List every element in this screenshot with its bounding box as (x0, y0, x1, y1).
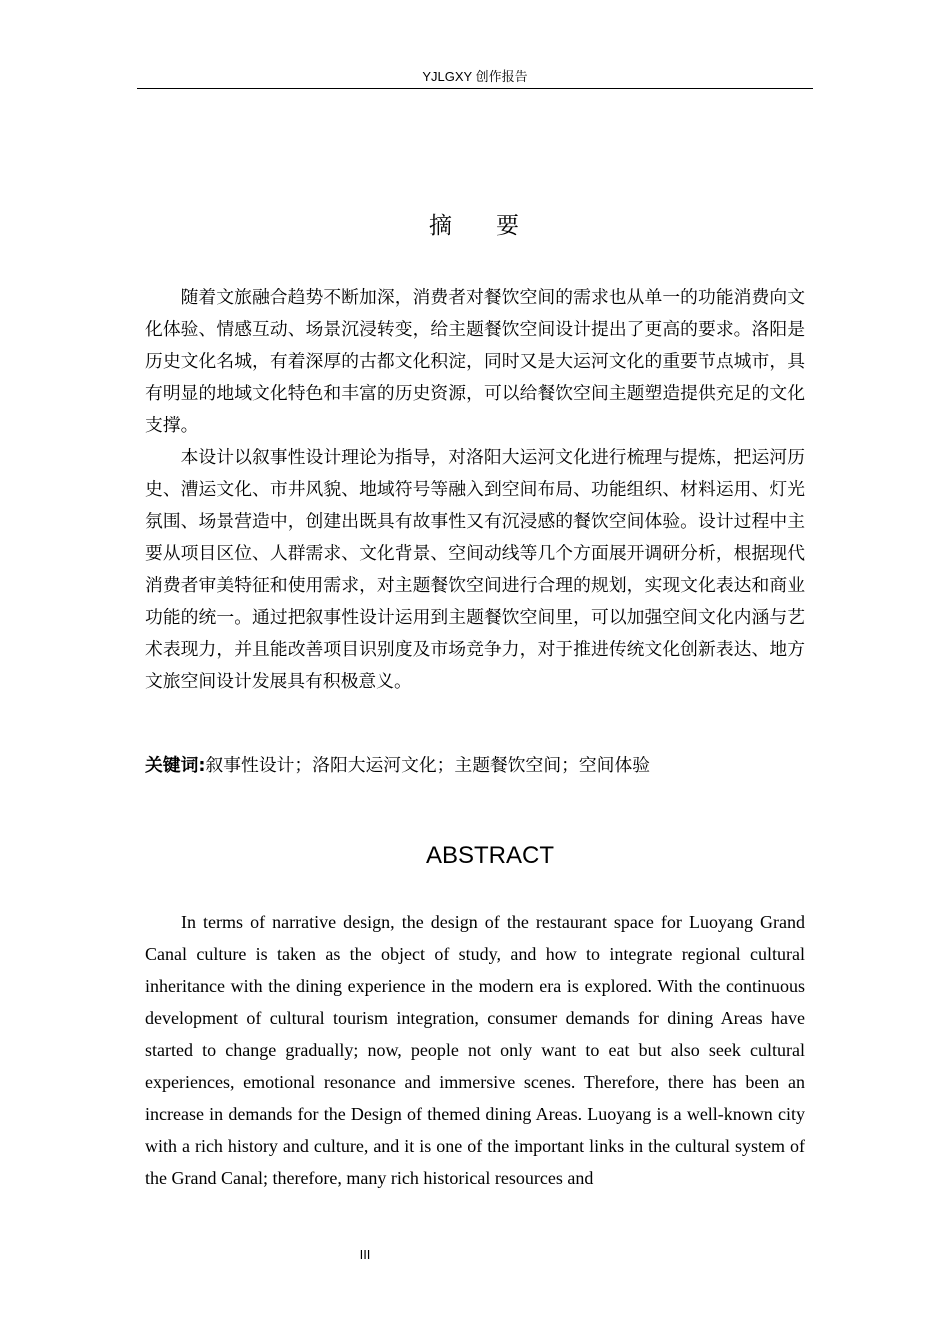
abstract-zh-title-char-2: 要 (496, 213, 521, 239)
header-divider (137, 88, 813, 89)
running-header: YJLGXY 创作报告 (422, 69, 528, 84)
abstract-zh-paragraph-2: 本设计以叙事性设计理论为指导，对洛阳大运河文化进行梳理与提炼，把运河历史、漕运文化、市井风貌、地域符号等融入到空间布局、功能组织、材料运用、灯光氛围、场景营造中，创建出既具有故事性又有沉浸感的餐饮空间体验。设计过程中主要从项目区位、人群需求、文化背景、空间动线等几个方面展开调研分析，根据现代消费者审美特征和使用需求，对主题餐饮空间进行合理的规划，实现文化表达和商业功能的统一。通过把叙事性设计运用到主题餐饮空间里，可以加强空间文化内涵与艺术表现力，并且能改善项目识别度及市场竞争力，对于推进传统文化创新表达、地方文旅空间设计发展具有积极意义。 (145, 447, 805, 692)
keywords-text: 叙事性设计；洛阳大运河文化；主题餐饮空间；空间体验 (205, 755, 651, 776)
abstract-en-body (145, 906, 805, 1194)
abstract-en-title: ABSTRACT (425, 842, 554, 869)
keywords-label: 关键词: (145, 755, 206, 776)
abstract-zh-paragraph-1: 随着文旅融合趋势不断加深，消费者对餐饮空间的需求也从单一的功能消费向文化体验、情感互动、场景沉浸转变，给主题餐饮空间设计提出了更高的要求。洛阳是历史文化名城，有着深厚的古都文化积淀，同时又是大运河文化的重要节点城市，具有明显的地域文化特色和丰富的历史资源，可以给餐饮空间主题塑造提供充足的文化支撑。 (145, 287, 805, 436)
abstract-zh-body (145, 282, 805, 698)
abstract-zh-title-char-1: 摘 (429, 213, 454, 239)
abstract-en-paragraph-1: In terms of narrative design, the design of the restaurant space for Luoyang Grand Canal culture is taken as the object of study, and how to integrate regional cultural inheritance with the dining experience in the modern era is explored. With the continuous development of cultural tourism integration, consumer demands for dining Areas have started to change gradually; now, people not only want to eat but also seek cultural experiences, emotional resonance and immersive scenes. Therefore, there has been an increase in demands for the Design of themed dining Areas. Luoyang is a well-known city with a rich history and culture, and it is one of the important links in the cultural system of the Grand Canal; therefore, many rich historical resources and (145, 912, 805, 1188)
keywords-line (145, 751, 805, 781)
page-number: III (359, 1247, 371, 1262)
abstract-zh-title (137, 209, 813, 243)
